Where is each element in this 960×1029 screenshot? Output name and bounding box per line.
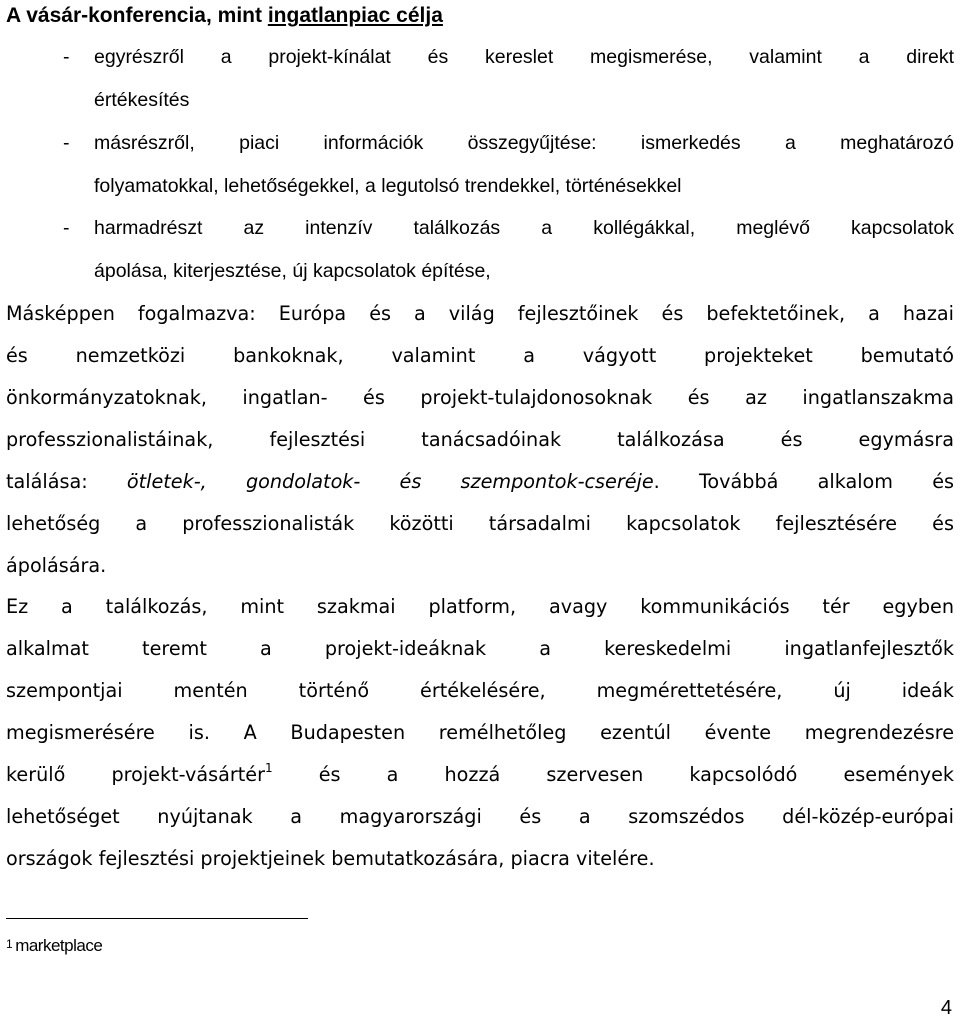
line-text: kerülő projekt-vásártér [6,763,265,786]
bullet-line: folyamatokkal, lehetőségekkel, a legutolsó trendekkel, történésekkel [94,175,682,197]
bullet-dash: - [63,46,70,68]
paragraph-2 [6,586,954,880]
paragraph-line: lehetőséget nyújtanak a magyarországi és a szomszédos dél-közép-európai [6,805,954,828]
bullet-line: harmadrészt az intenzív találkozás a kollégákkal, meglévő kapcsolatok [94,217,954,239]
bullet-dash: - [63,132,70,154]
heading-underlined-text: ingatlanpiac célja [267,4,443,27]
paragraph-line: és nemzetközi bankoknak, valamint a vágyott projekteket bemutató [6,344,954,367]
paragraph-line: ápolására. [6,554,107,577]
bullet-line: értékesítés [94,89,190,111]
paragraph-line [6,754,954,796]
paragraph-line: önkormányzatoknak, ingatlan- és projekt-tulajdonosoknak és az ingatlanszakma [6,386,954,409]
section-heading [6,3,443,29]
paragraph-line: szempontjai mentén történő értékelésére, megmérettetésére, új ideák [6,679,954,702]
heading-text: A vásár-konferencia, mint [6,4,268,27]
line-text: . Továbbá alkalom és [653,470,954,493]
page-number: 4 [940,997,952,1019]
line-text: és a hozzá szervesen kapcsolódó események [272,763,954,786]
paragraph-line: Másképpen fogalmazva: Európa és a világ fejlesztőinek és befektetőinek, a hazai [6,302,954,325]
bullet-dash: - [63,217,70,239]
paragraph-1 [6,293,954,587]
bullet-line: egyrészről a projekt-kínálat és kereslet megismerése, valamint a direkt [94,46,954,68]
line-text: találása: [6,470,127,493]
italic-emphasis: ötletek-, gondolatok- és szempontok-cseréje [126,470,654,493]
paragraph-line: megismerésére is. A Budapesten remélhetőleg ezentúl évente megrendezésre [6,721,954,744]
paragraph-line: alkalmat teremt a projekt-ideáknak a kereskedelmi ingatlanfejlesztők [6,637,954,660]
bullet-line: másrészről, piaci információk összegyűjtése: ismerkedés a meghatározó [94,132,954,154]
footnote-reference[interactable]: 1 [265,761,273,775]
paragraph-line: lehetőség a professzionalisták közötti társadalmi kapcsolatok fejlesztésére és [6,512,954,535]
paragraph-line: országok fejlesztési projektjeinek bemutatkozására, piacra vitelére. [6,847,655,870]
footnote-text: marketplace [15,936,103,955]
paragraph-line: professzionalistáinak, fejlesztési tanácsadóinak találkozása és egymásra [6,428,954,451]
footnote-marker: 1 [6,937,13,951]
paragraph-line [6,461,954,503]
paragraph-line: Ez a találkozás, mint szakmai platform, avagy kommunikációs tér egyben [6,595,954,618]
footnote-separator [6,918,308,919]
bullet-line: ápolása, kiterjesztése, új kapcsolatok építése, [94,260,491,282]
footnote [6,932,102,958]
